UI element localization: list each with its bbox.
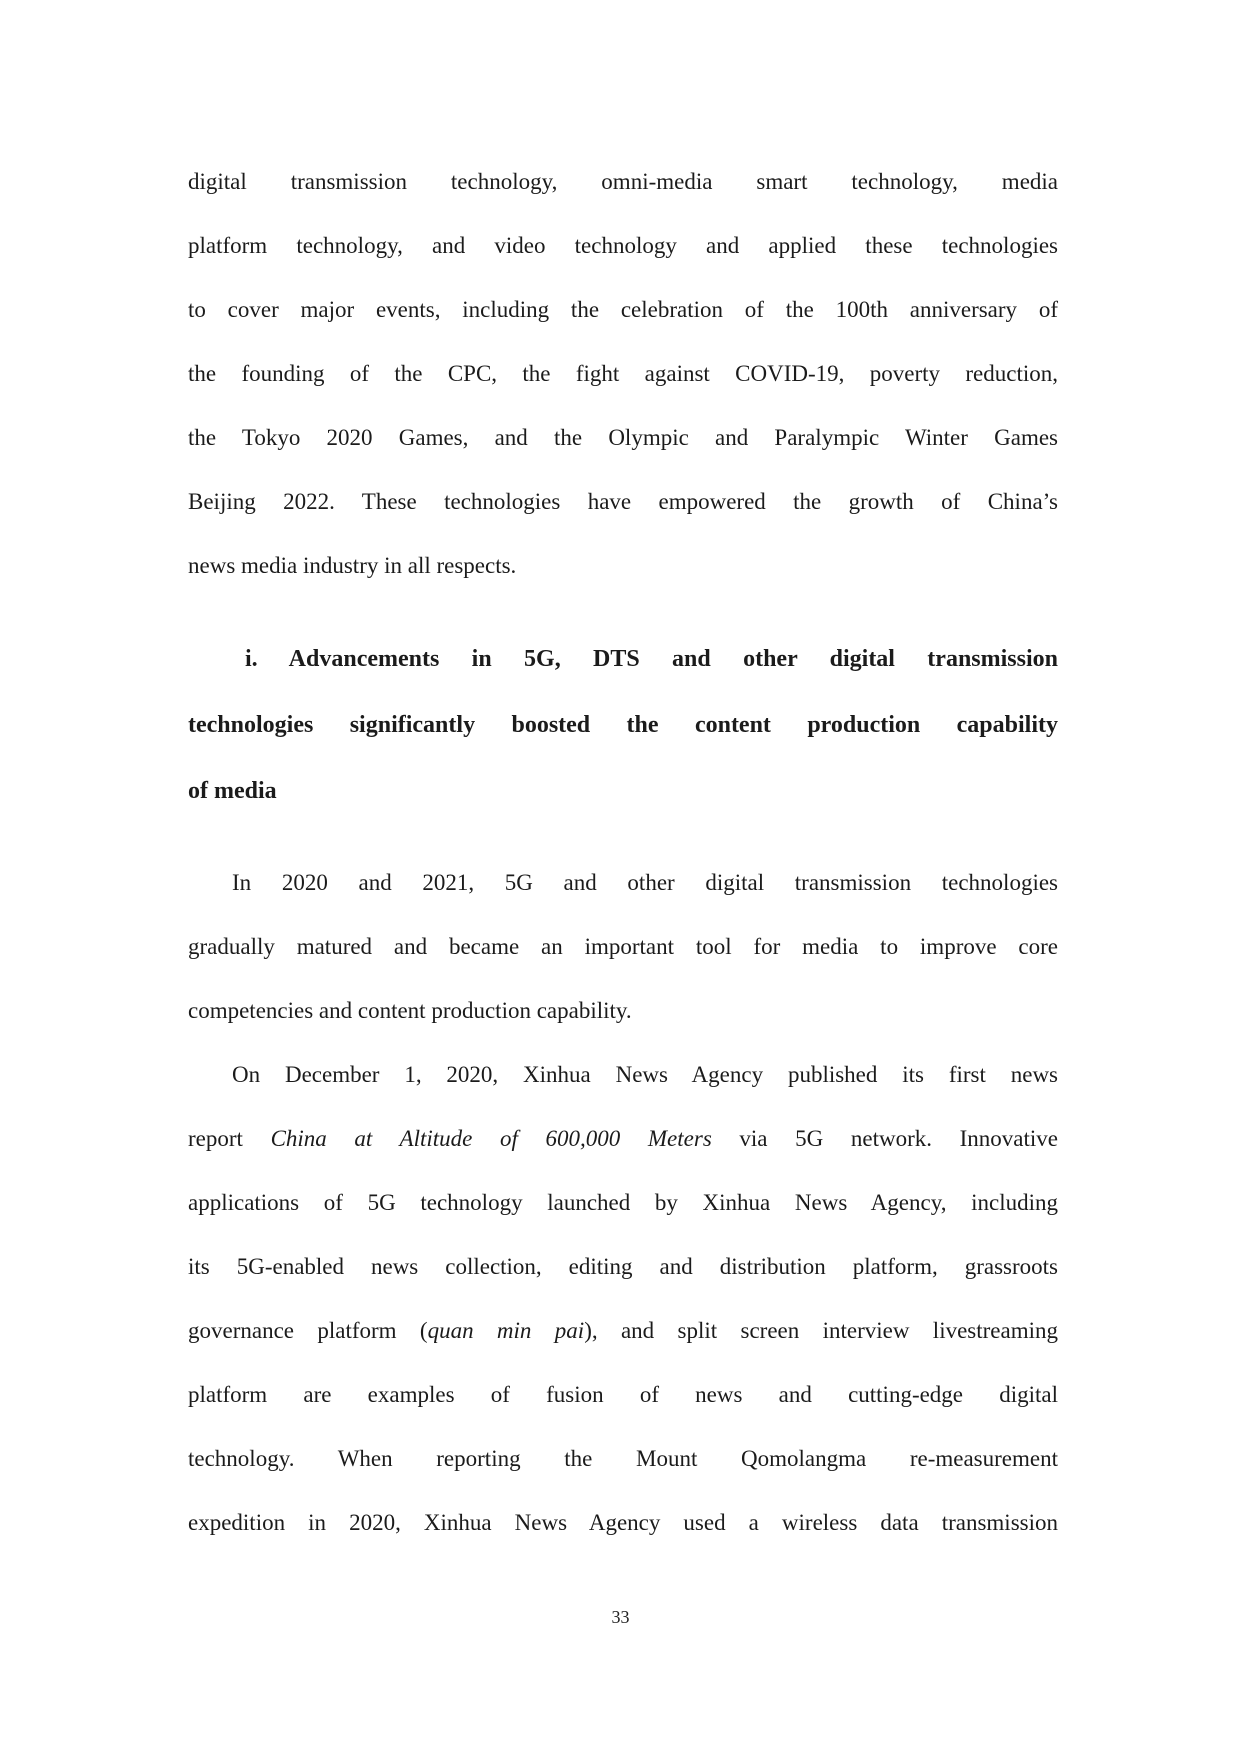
text-segment: technologies significantly boosted the content production capability [188,712,1058,738]
section-heading [188,626,1058,824]
text-segment: gradually matured and became an important tool for media to improve core [188,934,1058,959]
text-segment: platform technology, and video technology and applied these technologies [188,233,1058,258]
text-line [188,979,1058,1043]
document-content [188,150,1058,1555]
text-line [188,758,1058,824]
text-line [188,406,1058,470]
text-line [188,1107,1058,1171]
text-segment: news media industry in all respects. [188,553,517,578]
text-segment: to cover major events, including the celebration of the 100th anniversary of [188,297,1058,322]
text-segment: of media [188,778,277,804]
text-segment: governance platform ( [188,1318,428,1343]
text-line [188,1491,1058,1555]
text-segment: the Tokyo 2020 Games, and the Olympic and Paralympic Winter Games [188,425,1058,450]
text-line [188,1235,1058,1299]
body-paragraph-1 [188,150,1058,598]
text-segment: ), and split screen interview livestreaming [584,1318,1058,1343]
text-line [188,470,1058,534]
text-segment: expedition in 2020, Xinhua News Agency used a wireless data transmission [188,1510,1058,1535]
text-line [188,342,1058,406]
text-line [188,1363,1058,1427]
text-segment: report [188,1126,271,1151]
text-segment: i. Advancements in 5G, DTS and other digital transmission [245,646,1058,672]
page-number: 33 [611,1607,630,1627]
text-segment: technology. When reporting the Mount Qomolangma re-measurement [188,1446,1058,1471]
italic-text: quan min pai [427,1318,585,1343]
text-line [188,1171,1058,1235]
text-line [188,692,1058,758]
italic-text: China at Altitude of 600,000 Meters [270,1126,712,1151]
text-line [188,915,1058,979]
text-line [188,626,1058,692]
text-line [188,1043,1058,1107]
text-segment: In 2020 and 2021, 5G and other digital transmission technologies [232,870,1058,895]
text-segment: competencies and content production capability. [188,998,632,1023]
text-line [188,534,1058,598]
text-segment: Beijing 2022. These technologies have empowered the growth of China’s [188,489,1058,514]
text-segment: digital transmission technology, omni-media smart technology, media [188,169,1058,194]
text-segment: via 5G network. Innovative [711,1126,1059,1151]
text-line [188,1427,1058,1491]
text-segment: platform are examples of fusion of news and cutting-edge digital [188,1382,1058,1407]
text-line [188,278,1058,342]
text-segment: applications of 5G technology launched by Xinhua News Agency, including [188,1190,1058,1215]
text-line [188,214,1058,278]
text-segment: On December 1, 2020, Xinhua News Agency published its first news [232,1062,1058,1087]
text-line [188,150,1058,214]
text-segment: its 5G-enabled news collection, editing and distribution platform, grassroots [188,1254,1058,1279]
text-line [188,851,1058,915]
body-paragraph-3 [188,1043,1058,1555]
text-segment: the founding of the CPC, the fight against COVID-19, poverty reduction, [188,361,1058,386]
text-line [188,1299,1058,1363]
body-paragraph-2 [188,851,1058,1043]
